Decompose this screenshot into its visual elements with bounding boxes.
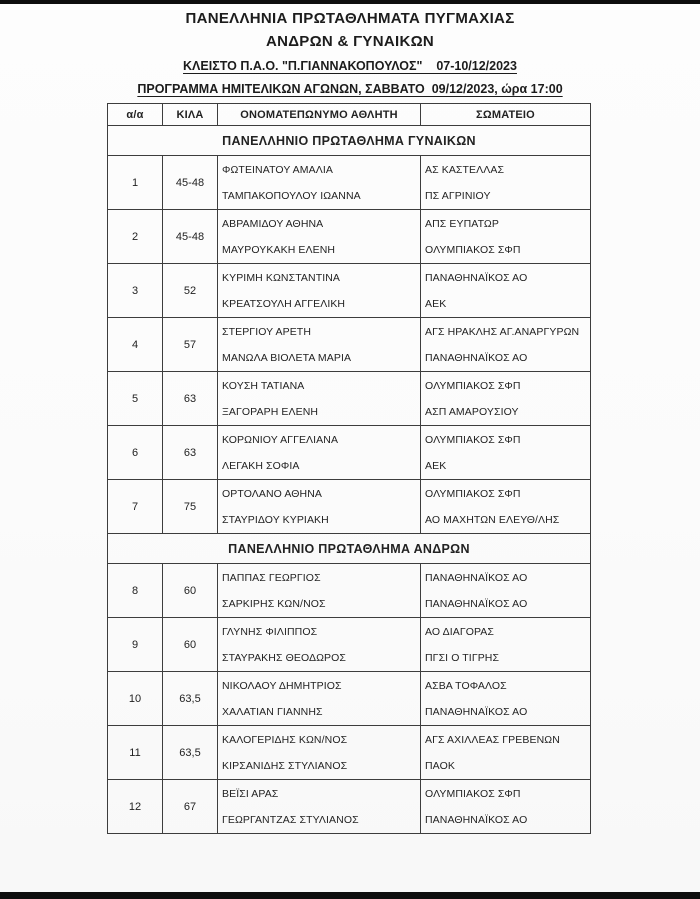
club-name: ΑΟ ΜΑΧΗΤΩΝ ΕΛΕΥΘ/ΛΗΣ — [425, 513, 560, 526]
page-subtitle: ΑΝΔΡΩΝ & ΓΥΝΑΙΚΩΝ — [265, 33, 435, 50]
athlete-name: ΚΟΥΣΗ ΤΑΤΙΑΝΑ — [222, 380, 305, 392]
club-name: ΠΑΝΑΘΗΝΑΪΚΟΣ ΑΟ — [425, 351, 528, 364]
column-header-0: α/α — [108, 104, 163, 126]
club-names-cell — [421, 726, 591, 780]
section-row — [108, 126, 591, 156]
club-names-cell — [421, 264, 591, 318]
athlete-name: ΣΑΡΚΙΡΗΣ ΚΩΝ/ΝΟΣ — [222, 597, 326, 610]
athlete-name: ΑΒΡΑΜΙΔΟΥ ΑΘΗΝΑ — [222, 218, 324, 230]
club-name: ΑΕΚ — [425, 297, 447, 310]
club-name: ΑΕΚ — [425, 459, 447, 472]
table-row — [108, 372, 591, 426]
club-name: ΑΣΒΑ ΤΟΦΑΛΟΣ — [425, 680, 507, 692]
athlete-name: ΞΑΓΟΡΑΡΗ ΕΛΕΝΗ — [222, 405, 319, 418]
table-row — [108, 156, 591, 210]
bout-number: 10 — [108, 672, 163, 726]
bout-number: 4 — [108, 318, 163, 372]
athlete-names-cell — [218, 318, 421, 372]
table-row — [108, 480, 591, 534]
club-names-cell — [421, 156, 591, 210]
bout-number: 2 — [108, 210, 163, 264]
photo-edge-bottom — [0, 892, 700, 899]
column-header-2: ΟΝΟΜΑΤΕΠΩΝΥΜΟ ΑΘΛΗΤΗ — [218, 104, 421, 126]
column-header-3: ΣΩΜΑΤΕΙΟ — [421, 104, 591, 126]
table-row — [108, 672, 591, 726]
section-title: ΠΑΝΕΛΛΗΝΙΟ ΠΡΩΤΑΘΛΗΜΑ ΑΝΔΡΩΝ — [108, 534, 591, 564]
club-names-cell — [421, 618, 591, 672]
club-name: ΑΠΣ ΕΥΠΑΤΩΡ — [425, 218, 499, 230]
club-names-cell — [421, 672, 591, 726]
club-names-cell — [421, 564, 591, 618]
bout-number: 7 — [108, 480, 163, 534]
club-name: ΠΑΝΑΘΗΝΑΪΚΟΣ ΑΟ — [425, 705, 528, 718]
athlete-names-cell — [218, 672, 421, 726]
club-name: ΑΟ ΔΙΑΓΟΡΑΣ — [425, 626, 494, 638]
bout-number: 8 — [108, 564, 163, 618]
athlete-names-cell — [218, 156, 421, 210]
athlete-names-cell — [218, 618, 421, 672]
weight-class: 63 — [163, 372, 218, 426]
club-name: ΠΣ ΑΓΡΙΝΙΟΥ — [425, 189, 491, 202]
club-name: ΟΛΥΜΠΙΑΚΟΣ ΣΦΠ — [425, 434, 521, 446]
athlete-name: ΚΑΛΟΓΕΡΙΔΗΣ ΚΩΝ/ΝΟΣ — [222, 734, 348, 746]
club-name: ΠΓΣΙ Ο ΤΙΓΡΗΣ — [425, 651, 500, 664]
table-row — [108, 780, 591, 834]
club-name: ΑΣ ΚΑΣΤΕΛΛΑΣ — [425, 164, 505, 176]
photo-edge-top — [0, 0, 700, 4]
weight-class: 57 — [163, 318, 218, 372]
bout-number: 5 — [108, 372, 163, 426]
athlete-name: ΤΑΜΠΑΚΟΠΟΥΛΟΥ ΙΩΑΝΝΑ — [222, 189, 361, 202]
athlete-name: ΛΕΓΑΚΗ ΣΟΦΙΑ — [222, 459, 300, 472]
athlete-name: ΚΟΡΩΝΙΟΥ ΑΓΓΕΛΙΑΝΑ — [222, 434, 339, 446]
bout-number: 11 — [108, 726, 163, 780]
athlete-names-cell — [218, 264, 421, 318]
athlete-name: ΣΤΕΡΓΙΟΥ ΑΡΕΤΗ — [222, 326, 311, 338]
bout-schedule-table — [107, 103, 591, 834]
club-name: ΑΓΣ ΑΧΙΛΛΕΑΣ ΓΡΕΒΕΝΩΝ — [425, 734, 560, 746]
weight-class: 45-48 — [163, 156, 218, 210]
document-header — [0, 11, 700, 105]
section-title: ΠΑΝΕΛΛΗΝΙΟ ΠΡΩΤΑΘΛΗΜΑ ΓΥΝΑΙΚΩΝ — [108, 126, 591, 156]
club-names-cell — [421, 210, 591, 264]
athlete-names-cell — [218, 564, 421, 618]
athlete-name: ΣΤΑΥΡΑΚΗΣ ΘΕΟΔΩΡΟΣ — [222, 651, 347, 664]
table-row — [108, 318, 591, 372]
table-row — [108, 564, 591, 618]
weight-class: 63,5 — [163, 672, 218, 726]
athlete-names-cell — [218, 372, 421, 426]
weight-class: 60 — [163, 618, 218, 672]
athlete-name: ΓΛΥΝΗΣ ΦΙΛΙΠΠΟΣ — [222, 626, 318, 638]
athlete-name: ΓΕΩΡΓΑΝΤΖΑΣ ΣΤΥΛΙΑΝΟΣ — [222, 813, 359, 826]
table-row — [108, 210, 591, 264]
bout-number: 6 — [108, 426, 163, 480]
venue-line: ΚΛΕΙΣΤΟ Π.Α.Ο. "Π.ΓΙΑΝΝΑΚΟΠΟΥΛΟΣ" 07-10/12/2023 — [183, 59, 517, 73]
club-name: ΑΣΠ ΑΜΑΡΟΥΣΙΟΥ — [425, 405, 519, 418]
athlete-name: ΜΑΝΩΛΑ ΒΙΟΛΕΤΑ ΜΑΡΙΑ — [222, 351, 352, 364]
athlete-name: ΚΥΡΙΜΗ ΚΩΝΣΤΑΝΤΙΝΑ — [222, 272, 341, 284]
athlete-name: ΦΩΤΕΙΝΑΤΟΥ ΑΜΑΛΙΑ — [222, 164, 333, 176]
athlete-name: ΟΡΤΟΛΑΝΟ ΑΘΗΝΑ — [222, 488, 322, 500]
page-title: ΠΑΝΕΛΛΗΝΙΑ ΠΡΩΤΑΘΛΗΜΑΤΑ ΠΥΓΜΑΧΙΑΣ — [185, 10, 515, 27]
weight-class: 45-48 — [163, 210, 218, 264]
weight-class: 60 — [163, 564, 218, 618]
athlete-name: ΠΑΠΠΑΣ ΓΕΩΡΓΙΟΣ — [222, 572, 321, 584]
weight-class: 52 — [163, 264, 218, 318]
athlete-names-cell — [218, 210, 421, 264]
table-row — [108, 426, 591, 480]
bout-number: 12 — [108, 780, 163, 834]
athlete-name: ΚΡΕΑΤΣΟΥΛΗ ΑΓΓΕΛΙΚΗ — [222, 297, 346, 310]
table-header-row — [108, 104, 591, 126]
athlete-names-cell — [218, 426, 421, 480]
athlete-name: ΝΙΚΟΛΑΟΥ ΔΗΜΗΤΡΙΟΣ — [222, 680, 342, 692]
club-name: ΠΑΝΑΘΗΝΑΪΚΟΣ ΑΟ — [425, 572, 528, 584]
athlete-name: ΚΙΡΣΑΝΙΔΗΣ ΣΤΥΛΙΑΝΟΣ — [222, 759, 348, 772]
athlete-name: ΣΤΑΥΡΙΔΟΥ ΚΥΡΙΑΚΗ — [222, 513, 329, 526]
bout-number: 3 — [108, 264, 163, 318]
weight-class: 63,5 — [163, 726, 218, 780]
club-names-cell — [421, 780, 591, 834]
athlete-name: ΜΑΥΡΟΥΚΑΚΗ ΕΛΕΝΗ — [222, 243, 336, 256]
program-line: ΠΡΟΓΡΑΜΜΑ ΗΜΙΤΕΛΙΚΩΝ ΑΓΩΝΩΝ, ΣΑΒΒΑΤΟ 09/12/2023, ώρα 17:00 — [137, 81, 563, 96]
section-row — [108, 534, 591, 564]
club-names-cell — [421, 426, 591, 480]
table-row — [108, 264, 591, 318]
table-row — [108, 618, 591, 672]
club-names-cell — [421, 318, 591, 372]
club-names-cell — [421, 372, 591, 426]
club-name: ΑΓΣ ΗΡΑΚΛΗΣ ΑΓ.ΑΝΑΡΓΥΡΩΝ — [425, 326, 580, 338]
weight-class: 67 — [163, 780, 218, 834]
club-name: ΠΑΝΑΘΗΝΑΪΚΟΣ ΑΟ — [425, 597, 528, 610]
club-name: ΠΑΝΑΘΗΝΑΪΚΟΣ ΑΟ — [425, 813, 528, 826]
athlete-names-cell — [218, 726, 421, 780]
weight-class: 63 — [163, 426, 218, 480]
club-name: ΟΛΥΜΠΙΑΚΟΣ ΣΦΠ — [425, 243, 521, 256]
club-name: ΟΛΥΜΠΙΑΚΟΣ ΣΦΠ — [425, 788, 521, 800]
bout-number: 1 — [108, 156, 163, 210]
athlete-names-cell — [218, 480, 421, 534]
athlete-names-cell — [218, 780, 421, 834]
athlete-name: ΧΑΛΑΤΙΑΝ ΓΙΑΝΝΗΣ — [222, 705, 323, 718]
table-row — [108, 726, 591, 780]
bout-number: 9 — [108, 618, 163, 672]
club-name: ΠΑΟΚ — [425, 759, 455, 772]
club-names-cell — [421, 480, 591, 534]
column-header-1: ΚΙΛΑ — [163, 104, 218, 126]
club-name: ΟΛΥΜΠΙΑΚΟΣ ΣΦΠ — [425, 380, 521, 392]
weight-class: 75 — [163, 480, 218, 534]
athlete-name: ΒΕΪΣΙ ΑΡΑΣ — [222, 788, 279, 800]
club-name: ΟΛΥΜΠΙΑΚΟΣ ΣΦΠ — [425, 488, 521, 500]
club-name: ΠΑΝΑΘΗΝΑΪΚΟΣ ΑΟ — [425, 272, 528, 284]
